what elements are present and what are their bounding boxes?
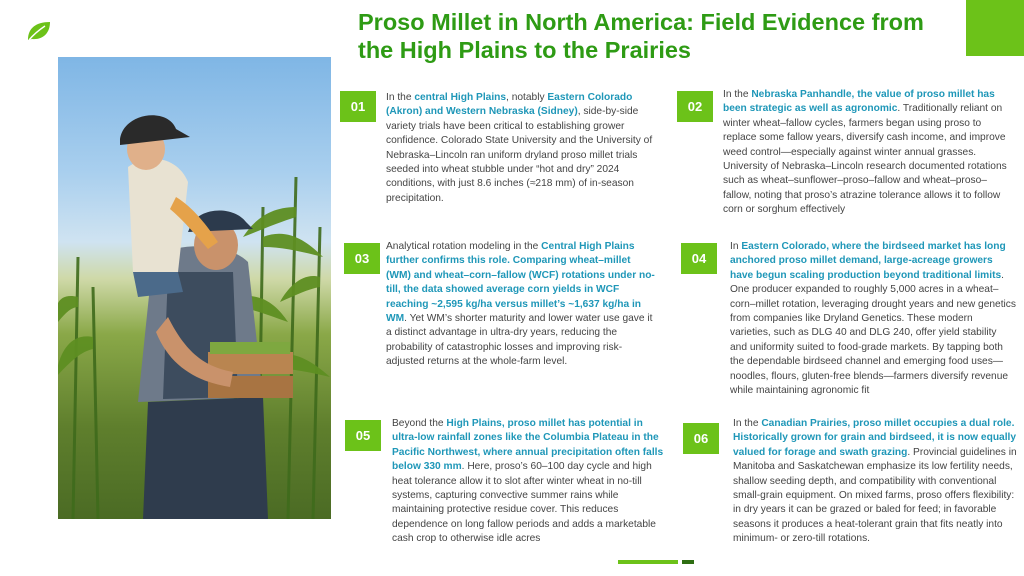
section-paragraph — [730, 240, 1016, 398]
corner-accent-block — [966, 0, 1024, 56]
text-run: . Here, proso’s 60–100 day cycle and high heat tolerance allow it to slot after winter wheat in no-till systems, capturing convective summer rains while maintaining protective residue cover. This reduces dependence on long fallow periods and adds a marketable cash crop to otherwise idle acres — [392, 461, 656, 545]
highlight-text: Eastern Colorado (Akron) and Western Nebraska (Sidney) — [386, 92, 633, 118]
highlight-text: Nebraska Panhandle, the value of proso millet has been strategic as well as agronomic — [723, 89, 995, 115]
section-paragraph — [392, 417, 668, 547]
photo-illustration — [58, 57, 331, 519]
text-run: In the — [723, 89, 752, 100]
text-run: . Traditionally reliant on winter wheat–fallow cycles, farmers began using proso to replace some fallow years, diversify cash income, and improve weed control—especially against winter annual grasses. University of Nebraska–Lincoln research documented rotations such as wheat–sunflower–proso–fallow and wheat–proso–fallow, noting that proso’s atrazine tolerance allows it to follow corn or sorghum effectively — [723, 103, 1007, 216]
text-run: . Yet WM’s shorter maturity and lower water use gave it a distinct advantage in ultra-dry years, reducing the probability of catastrophic losses and improving risk-adjusted returns at the whole-farm level. — [386, 313, 653, 368]
highlight-text: Central High Plains further confirms this role. Comparing wheat–millet (WM) and wheat–corn–fallow (WCF) rotations under no-till, the data showed average corn yields in WCF reaching ~2,595 kg/ha versus millet’s ~1,637 kg/ha in WM — [386, 241, 655, 325]
section-number-badge: 06 — [683, 423, 719, 454]
highlight-text: Eastern Colorado, where the birdseed market has long anchored proso millet demand, large-acreage growers have begun scaling production beyond traditional limits — [730, 241, 1006, 281]
text-run: Analytical rotation modeling in the — [386, 241, 542, 252]
text-run: , side-by-side variety trials have been critical to establishing grower confidence. Colorado State University and the University of Nebraska–Lincoln ran uniform dryland proso millet trials seeded into wheat stubble under “hot and dry” 2024 conditions, with just 8.6 inches (≈218 mm) of in-season precipitation. — [386, 106, 653, 204]
footer-accent-bar — [618, 560, 678, 564]
leaf-icon — [26, 20, 52, 42]
text-run: In the — [733, 418, 762, 429]
section-paragraph — [733, 417, 1017, 547]
page-title: Proso Millet in North America: Field Evidence from the High Plains to the Prairies — [358, 9, 924, 63]
text-run: , notably — [506, 92, 548, 103]
text-run: Beyond the — [392, 418, 447, 429]
footer-accent-bar-dark — [682, 560, 694, 564]
section-number-badge: 01 — [340, 91, 376, 122]
section-paragraph — [723, 88, 1011, 218]
highlight-text: High Plains, proso millet has potential in ultra-low rainfall zones like the Columbia Plateau in the Pacific Northwest, where annual precipitation often falls below 330 mm — [392, 418, 664, 473]
section-paragraph — [386, 91, 656, 206]
highlight-text: Canadian Prairies, proso millet occupies a dual role. Historically grown for grain and birdseed, it is now equally valued for forage and swath grazing — [733, 418, 1017, 458]
section-paragraph — [386, 240, 658, 370]
text-run: . One producer expanded to roughly 5,000 acres in a wheat–corn–millet rotation, leveraging drought years and new genetics from companies like Dryland Genetics. These modern varieties, such as DLG 40 and DLG 240, offer yield stability and uniformity suited to food-grade markets. By tapping both the dependable birdseed channel and emerging food uses—noodles, flours, gluten-free blends—farmers diversify revenue while maintaining agronomic fit — [730, 269, 1016, 397]
section-number-badge: 02 — [677, 91, 713, 122]
farmer-field-photo — [58, 57, 331, 519]
text-run: In the — [386, 92, 415, 103]
text-run: In — [730, 241, 742, 252]
text-run: . Provincial guidelines in Manitoba and Saskatchewan emphasize its low fertility needs, shallow seeding depth, and compatibility with conventional small-grain equipment. On mixed farms, proso offers flexibility: in dry years it can be grazed or baled for feed; in favorable seasons it produces a heat-tolerant grain that fits neatly into minimum- or zero-till rotations. — [733, 446, 1017, 545]
highlight-text: central High Plains — [414, 92, 507, 103]
section-number-badge: 04 — [681, 243, 717, 274]
section-number-badge: 05 — [345, 420, 381, 451]
section-number-badge: 03 — [344, 243, 380, 274]
